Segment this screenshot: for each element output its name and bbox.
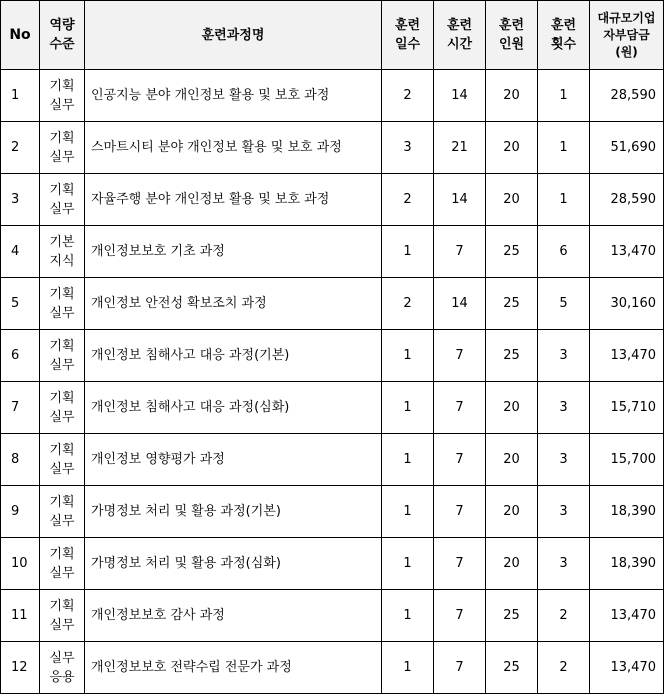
cell-level-line2: 실무 <box>49 149 75 165</box>
table-row <box>1 278 664 330</box>
cell-sessions: 3 <box>538 382 590 434</box>
cell-level-line1: 기획 <box>49 78 75 94</box>
header-cost-line2: 자부담금 <box>603 27 650 42</box>
cell-level-line1: 기획 <box>49 390 75 406</box>
header-level-line1: 역량 <box>49 18 75 33</box>
table-row <box>1 486 664 538</box>
cell-course-name: 개인정보보호 전략수립 전문가 과정 <box>85 642 382 694</box>
cell-course-name: 스마트시티 분야 개인정보 활용 및 보호 과정 <box>85 122 382 174</box>
cell-level <box>40 226 85 278</box>
header-level <box>40 1 85 70</box>
header-days-line1: 훈련 <box>394 18 421 33</box>
cell-course-name: 개인정보 안전성 확보조치 과정 <box>85 278 382 330</box>
header-course-name: 훈련과정명 <box>85 1 382 70</box>
cell-hours: 7 <box>434 590 486 642</box>
cell-cost: 18,390 <box>590 486 664 538</box>
table-row <box>1 382 664 434</box>
cell-level-line1: 기획 <box>49 130 75 146</box>
cell-level <box>40 486 85 538</box>
cell-sessions: 3 <box>538 330 590 382</box>
cell-sessions: 3 <box>538 538 590 590</box>
cell-no: 6 <box>1 330 40 382</box>
cell-no: 5 <box>1 278 40 330</box>
cell-trainees: 20 <box>486 174 538 226</box>
cell-days: 2 <box>382 278 434 330</box>
cell-hours: 7 <box>434 486 486 538</box>
cell-course-name: 자율주행 분야 개인정보 활용 및 보호 과정 <box>85 174 382 226</box>
table-row <box>1 538 664 590</box>
table-row <box>1 226 664 278</box>
cell-level-line1: 기획 <box>49 286 75 302</box>
cell-no: 11 <box>1 590 40 642</box>
cell-trainees: 25 <box>486 278 538 330</box>
table-row <box>1 330 664 382</box>
cell-level-line2: 실무 <box>49 97 75 113</box>
header-hours <box>434 1 486 70</box>
cell-course-name: 개인정보 침해사고 대응 과정(심화) <box>85 382 382 434</box>
header-hours-line1: 훈련 <box>446 18 473 33</box>
cell-level-line1: 기획 <box>49 546 75 562</box>
cell-trainees: 20 <box>486 434 538 486</box>
cell-cost: 30,160 <box>590 278 664 330</box>
header-cost-line3: (원) <box>615 44 638 59</box>
cell-no: 3 <box>1 174 40 226</box>
cell-no: 1 <box>1 70 40 122</box>
cell-level-line2: 실무 <box>49 565 75 581</box>
cell-days: 1 <box>382 330 434 382</box>
cell-level <box>40 330 85 382</box>
cell-no: 4 <box>1 226 40 278</box>
cell-no: 9 <box>1 486 40 538</box>
cell-level <box>40 434 85 486</box>
table-row <box>1 122 664 174</box>
cell-days: 1 <box>382 486 434 538</box>
cell-days: 3 <box>382 122 434 174</box>
cell-level-line1: 기획 <box>49 494 75 510</box>
cell-cost: 13,470 <box>590 330 664 382</box>
header-cost-line1: 대규모기업 <box>597 10 656 25</box>
cell-hours: 7 <box>434 538 486 590</box>
table-row <box>1 642 664 694</box>
cell-cost: 13,470 <box>590 226 664 278</box>
table-row <box>1 70 664 122</box>
cell-hours: 14 <box>434 174 486 226</box>
cell-course-name: 개인정보 침해사고 대응 과정(기본) <box>85 330 382 382</box>
cell-trainees: 25 <box>486 330 538 382</box>
cell-cost: 15,700 <box>590 434 664 486</box>
cell-cost: 28,590 <box>590 70 664 122</box>
cell-cost: 51,690 <box>590 122 664 174</box>
cell-days: 1 <box>382 226 434 278</box>
cell-hours: 7 <box>434 434 486 486</box>
cell-trainees: 20 <box>486 486 538 538</box>
cell-sessions: 1 <box>538 70 590 122</box>
cell-no: 12 <box>1 642 40 694</box>
cell-level <box>40 174 85 226</box>
table-row <box>1 174 664 226</box>
cell-sessions: 2 <box>538 642 590 694</box>
cell-hours: 7 <box>434 226 486 278</box>
cell-level <box>40 590 85 642</box>
cell-level-line1: 기획 <box>49 598 75 614</box>
cell-hours: 7 <box>434 382 486 434</box>
header-sessions-line2: 횟수 <box>550 37 577 52</box>
cell-level-line2: 응용 <box>49 669 75 685</box>
cell-course-name: 개인정보 영향평가 과정 <box>85 434 382 486</box>
cell-cost: 13,470 <box>590 590 664 642</box>
cell-course-name: 가명정보 처리 및 활용 과정(기본) <box>85 486 382 538</box>
table-row <box>1 590 664 642</box>
cell-days: 1 <box>382 590 434 642</box>
cell-level-line2: 실무 <box>49 357 75 373</box>
header-days <box>382 1 434 70</box>
cell-sessions: 1 <box>538 122 590 174</box>
cell-sessions: 2 <box>538 590 590 642</box>
table-header-row <box>1 1 664 70</box>
cell-hours: 14 <box>434 70 486 122</box>
header-cost <box>590 1 664 70</box>
cell-trainees: 25 <box>486 226 538 278</box>
cell-cost: 18,390 <box>590 538 664 590</box>
cell-trainees: 20 <box>486 122 538 174</box>
cell-hours: 21 <box>434 122 486 174</box>
header-hours-line2: 시간 <box>446 37 473 52</box>
header-days-line2: 일수 <box>394 37 421 52</box>
cell-hours: 14 <box>434 278 486 330</box>
cell-level-line2: 실무 <box>49 461 75 477</box>
cell-level <box>40 278 85 330</box>
cell-level-line2: 실무 <box>49 305 75 321</box>
cell-level <box>40 122 85 174</box>
header-level-line2: 수준 <box>49 37 75 52</box>
cell-cost: 28,590 <box>590 174 664 226</box>
cell-days: 1 <box>382 538 434 590</box>
cell-level <box>40 642 85 694</box>
cell-level-line1: 기획 <box>49 182 75 198</box>
table-body <box>1 70 664 694</box>
cell-level-line2: 실무 <box>49 513 75 529</box>
cell-days: 1 <box>382 434 434 486</box>
cell-level <box>40 382 85 434</box>
cell-cost: 15,710 <box>590 382 664 434</box>
cell-no: 10 <box>1 538 40 590</box>
cell-days: 1 <box>382 382 434 434</box>
cell-level <box>40 70 85 122</box>
cell-level-line2: 실무 <box>49 409 75 425</box>
header-sessions-line1: 훈련 <box>550 18 577 33</box>
cell-hours: 7 <box>434 642 486 694</box>
cell-sessions: 6 <box>538 226 590 278</box>
cell-no: 2 <box>1 122 40 174</box>
cell-sessions: 3 <box>538 486 590 538</box>
cell-level-line1: 기본 <box>49 234 75 250</box>
cell-days: 2 <box>382 70 434 122</box>
cell-level-line1: 기획 <box>49 338 75 354</box>
cell-no: 7 <box>1 382 40 434</box>
cell-trainees: 25 <box>486 590 538 642</box>
cell-cost: 13,470 <box>590 642 664 694</box>
cell-level-line2: 지식 <box>49 253 75 269</box>
cell-level-line1: 기획 <box>49 442 75 458</box>
cell-course-name: 개인정보보호 기초 과정 <box>85 226 382 278</box>
header-trainees-line1: 훈련 <box>498 18 525 33</box>
cell-level-line2: 실무 <box>49 617 75 633</box>
cell-trainees: 20 <box>486 538 538 590</box>
header-no: No <box>1 1 40 70</box>
table-row <box>1 434 664 486</box>
header-sessions <box>538 1 590 70</box>
cell-level <box>40 538 85 590</box>
cell-no: 8 <box>1 434 40 486</box>
cell-level-line2: 실무 <box>49 201 75 217</box>
cell-days: 2 <box>382 174 434 226</box>
cell-course-name: 개인정보보호 감사 과정 <box>85 590 382 642</box>
header-trainees <box>486 1 538 70</box>
cell-course-name: 가명정보 처리 및 활용 과정(심화) <box>85 538 382 590</box>
cell-hours: 7 <box>434 330 486 382</box>
cell-days: 1 <box>382 642 434 694</box>
cell-trainees: 20 <box>486 382 538 434</box>
cell-trainees: 25 <box>486 642 538 694</box>
cell-course-name: 인공지능 분야 개인정보 활용 및 보호 과정 <box>85 70 382 122</box>
header-trainees-line2: 인원 <box>498 37 525 52</box>
cell-sessions: 5 <box>538 278 590 330</box>
cell-level-line1: 실무 <box>49 650 75 666</box>
cell-sessions: 1 <box>538 174 590 226</box>
cell-sessions: 3 <box>538 434 590 486</box>
cell-trainees: 20 <box>486 70 538 122</box>
